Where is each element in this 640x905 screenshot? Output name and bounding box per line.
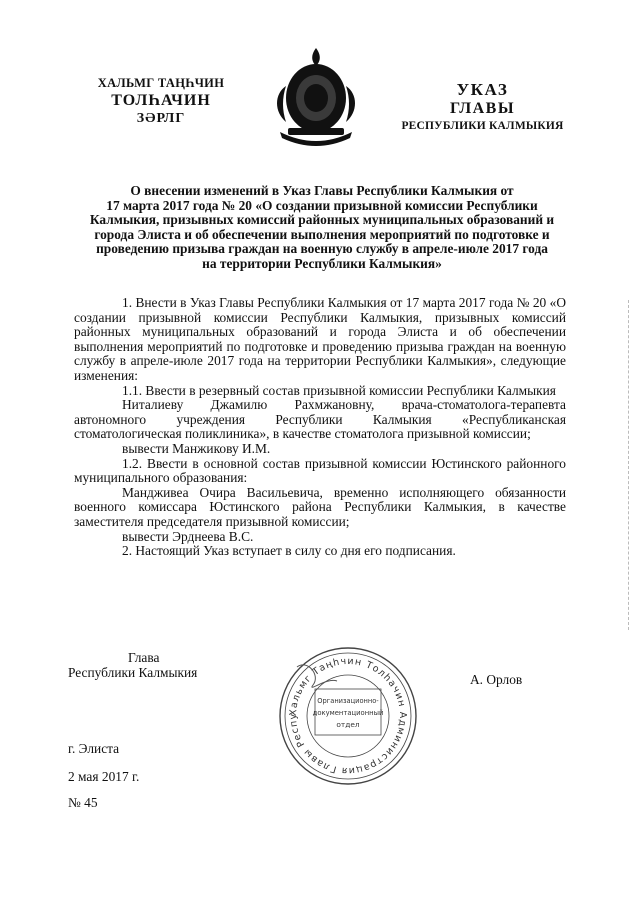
- title-line: города Элиста и об обеспечении выполнения мероприятий по подготовке и: [94, 226, 550, 242]
- title-line: на территории Республики Калмыкия»: [202, 255, 442, 271]
- kalmykia-emblem-icon: [266, 46, 366, 146]
- body-paragraph-1-1: 1.1. Ввести в резервный состав призывной комиссии Республики Калмыкия: [122, 382, 556, 398]
- seal-ring-text: Хальмг Таңһчин Толһачин Администрация Главы Респу: [287, 655, 409, 777]
- title-line: проведению призыва граждан на военную службу в апреле-июле 2017 года: [96, 241, 548, 257]
- document-number: № 45: [68, 795, 98, 810]
- signatory-title: [68, 650, 218, 680]
- body-paragraph-remove-2: вывести Эрднеева В.С.: [122, 528, 254, 544]
- document-body: [74, 296, 566, 559]
- scan-edge-divider: [628, 300, 630, 630]
- title-line: Калмыкия, призывных комиссий районных муниципальных образований и: [89, 212, 555, 228]
- body-paragraph-remove-1: вывести Манжикову И.М.: [122, 440, 271, 456]
- header-ukaz: УКАЗ: [456, 80, 509, 99]
- official-seal-stamp: [277, 645, 419, 787]
- seal-inner-line1: Организационно-: [317, 696, 379, 705]
- header-glavy: ГЛАВЫ: [449, 100, 516, 117]
- document-date: 2 мая 2017 г.: [68, 769, 140, 784]
- place-of-signing: г. Элиста: [68, 741, 120, 756]
- seal-inner-line3: отдел: [336, 720, 360, 729]
- seal-inner-line2: документационный: [312, 709, 384, 717]
- title-line: О внесении изменений в Указ Главы Республики Калмыкия от: [130, 183, 514, 198]
- header-kalmyk-line2: ТОЛҺАЧИН: [111, 92, 211, 109]
- signatory-title-line1: Глава: [128, 650, 160, 665]
- body-paragraph-appointee-1: Ниталиеву Джамилю Рахмжановну, врача-стоматолога-терапевта автономного учреждения Республики Калмыкия «Республиканская стоматологическая поликлиника», в качестве стоматолога призывной комиссии;: [74, 397, 566, 442]
- header-kalmyk-line1: ХАЛЬМГ ТАҢҺЧИН: [97, 76, 225, 90]
- signatory-name: А. Орлов: [470, 672, 523, 687]
- body-paragraph-appointee-2: Мандживеа Очира Васильевича, временно исполняющего обязанности военного комиссара Юстинского района Республики Калмыкия, в качестве заместителя председателя призывной комиссии;: [74, 484, 566, 529]
- signatory-title-line2: Республики Калмыкия: [68, 665, 198, 680]
- title-line: 17 марта 2017 года № 20 «О создании призывной комиссии Республики: [106, 197, 538, 213]
- body-paragraph-1-2: 1.2. Ввести в основной состав призывной комиссии Юстинского районного муниципального образования:: [74, 455, 566, 486]
- body-paragraph-2: 2. Настоящий Указ вступает в силу со дня его подписания.: [122, 543, 456, 559]
- body-paragraph-1: 1. Внести в Указ Главы Республики Калмыкия от 17 марта 2017 года № 20 «О создании призывной комиссии Республики Калмыкия, призывных комиссий районных муниципальных образований и города Элиста и об обеспечении выполнения мероприятий по подготовке и проведению призыва граждан на военную службу в апреле-июле 2017 года на территории Республики Калмыкия», следующие изменения:: [74, 295, 566, 383]
- header-kalmyk-line3: ЗӘРЛГ: [136, 111, 186, 126]
- header-republic: РЕСПУБЛИКИ КАЛМЫКИЯ: [401, 120, 564, 132]
- document-title: [72, 184, 572, 272]
